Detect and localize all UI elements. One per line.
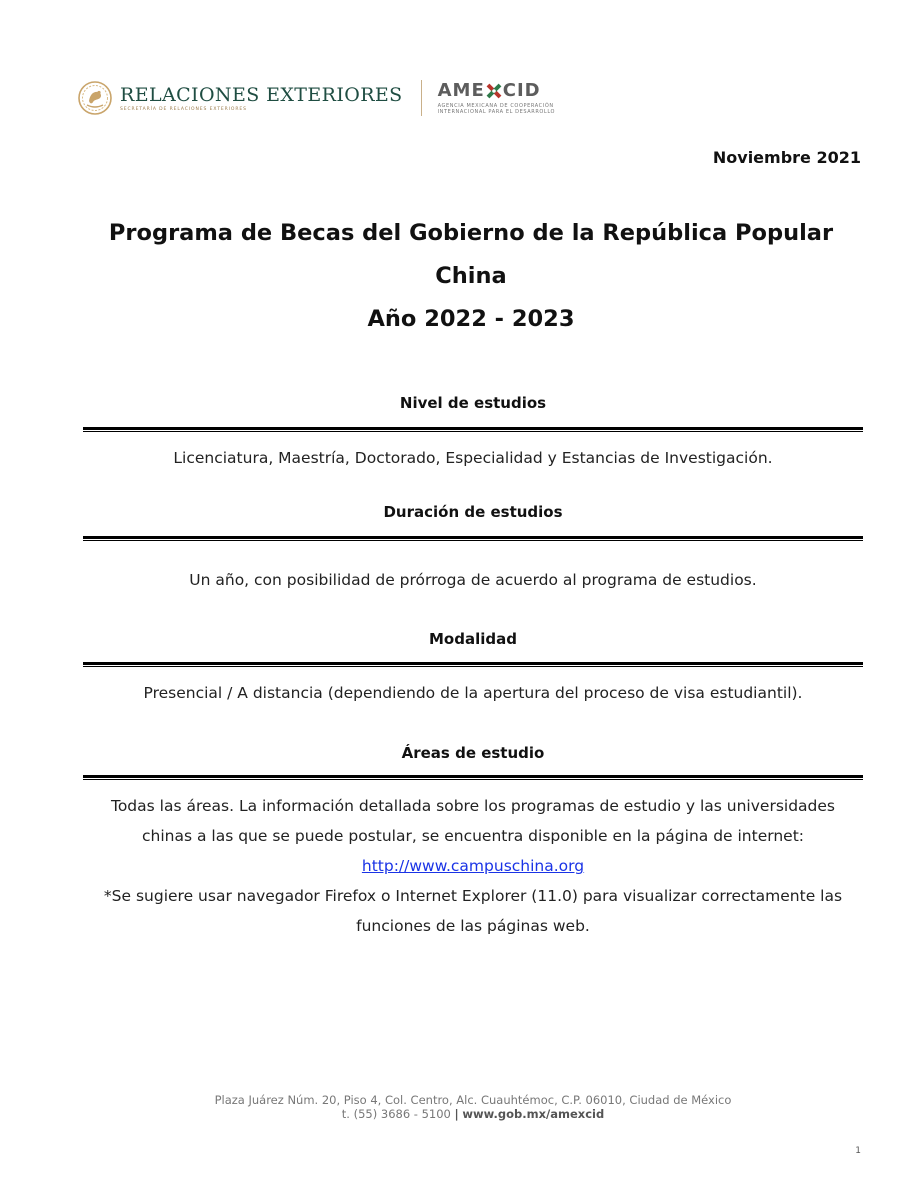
amexcid-logo-title (438, 81, 555, 101)
section-body-modalidad: Presencial / A distancia (dependiendo de la apertura del proceso de visa estudiantil). (143, 684, 803, 702)
page-footer (0, 1093, 918, 1121)
sre-logo-text (120, 84, 403, 112)
sre-logo-subtitle: SECRETARÍA DE RELACIONES EXTERIORES (120, 107, 247, 112)
document-title (60, 212, 882, 341)
title-line-1: Programa de Becas del Gobierno de la República Popular (108, 220, 834, 246)
section-body-areas (83, 791, 863, 941)
section-rule (83, 775, 863, 780)
areas-text-line-1: Todas las áreas. La información detallada sobre los programas de estudio y las universidades (110, 797, 835, 815)
browser-note-line-2: funciones de las páginas web. (356, 917, 590, 935)
amexcid-title-left: AME (437, 79, 485, 101)
section-body-duracion: Un año, con posibilidad de prórroga de acuerdo al programa de estudios. (189, 571, 757, 589)
section-heading-areas: Áreas de estudio (401, 744, 545, 762)
page-number: 1 (855, 1146, 861, 1156)
section-heading-modalidad: Modalidad (429, 630, 517, 648)
amexcid-x-icon (486, 83, 502, 99)
section-rule (83, 662, 863, 667)
section-heading-nivel: Nivel de estudios (399, 394, 547, 412)
amexcid-subtitle-2: INTERNACIONAL PARA EL DESARROLLO (437, 109, 556, 115)
header-divider (421, 80, 422, 116)
section-body-nivel: Licenciatura, Maestría, Doctorado, Especialidad y Estancias de Investigación. (173, 449, 773, 467)
footer-phone: t. (55) 3686 - 5100 (341, 1107, 451, 1121)
amexcid-subtitle-1: AGENCIA MEXICANA DE COOPERACIÓN (437, 102, 554, 109)
footer-website: www.gob.mx/amexcid (462, 1107, 605, 1121)
footer-separator: | (454, 1107, 459, 1121)
footer-address: Plaza Juárez Núm. 20, Piso 4, Col. Centro, Alc. Cuauhtémoc, C.P. 06010, Ciudad de México (214, 1093, 732, 1107)
page-header (78, 76, 555, 120)
amexcid-logo (438, 81, 555, 116)
section-rule (83, 427, 863, 432)
campuschina-link[interactable]: http://www.campuschina.org (361, 857, 585, 875)
amexcid-title-right: CID (502, 79, 541, 101)
section-rule (83, 536, 863, 541)
footer-contact (0, 1107, 918, 1121)
section-heading-duracion: Duración de estudios (383, 503, 563, 521)
title-line-3: Año 2022 - 2023 (367, 306, 575, 332)
document-date: Noviembre 2021 (712, 148, 861, 167)
sre-logo-title: RELACIONES EXTERIORES (120, 84, 403, 106)
mexican-seal-icon (78, 81, 112, 115)
areas-text-line-2: chinas a las que se puede postular, se encuentra disponible en la página de internet: (141, 827, 805, 845)
browser-note-line-1: *Se sugiere usar navegador Firefox o Internet Explorer (11.0) para visualizar correctamente las (103, 887, 843, 905)
title-line-2: China (435, 263, 507, 289)
